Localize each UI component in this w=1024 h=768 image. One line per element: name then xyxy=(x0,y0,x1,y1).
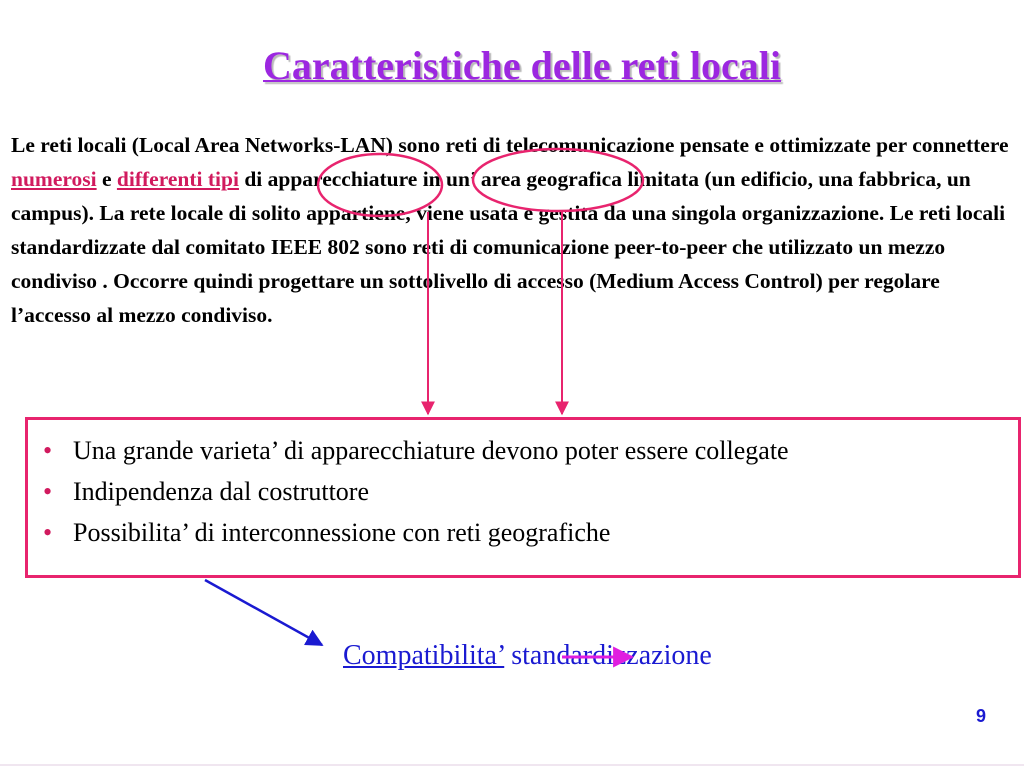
slide-title: Caratteristiche delle reti locali xyxy=(263,43,781,88)
bullet-icon: • xyxy=(43,518,53,547)
conclusion-line xyxy=(343,640,712,672)
bullet-icon: • xyxy=(43,477,53,506)
compatibilita-link[interactable]: Compatibilita’ xyxy=(343,640,505,671)
arrow-to-conclusion xyxy=(205,580,322,645)
bullet-icon: • xyxy=(43,436,53,465)
requirement-text: Indipendenza dal costruttore xyxy=(73,477,369,506)
highlight-differenti-tipi: differenti tipi xyxy=(116,167,239,191)
highlight-numerosi: numerosi xyxy=(11,167,97,191)
intro-text-part1: Le reti locali (Local Area Networks-LAN) sono reti di telecomunicazione pensate e ottimizzate per connettere xyxy=(11,133,1009,157)
conclusion-text: standardizzazione xyxy=(504,640,712,671)
intro-text-part2: e xyxy=(96,167,117,191)
requirement-text: Una grande varieta’ di apparecchiature devono poter essere collegate xyxy=(73,436,789,465)
page-number: 9 xyxy=(976,706,987,726)
footer-divider xyxy=(0,764,1024,766)
requirement-item xyxy=(43,471,1018,512)
requirement-item xyxy=(43,512,1018,553)
requirements-list xyxy=(28,420,1018,553)
requirement-text: Possibilita’ di interconnessione con reti geografiche xyxy=(73,518,611,547)
requirement-item xyxy=(43,430,1018,471)
intro-paragraph xyxy=(11,128,1016,332)
intro-text-part3: di apparecchiature in un’ area geografica limitata (un edificio, una fabbrica, un campus). La rete locale di solito appartiene, viene usata e gestita da una singola organizzazione. Le reti locali standardizzate dal comitato IEEE 802 sono reti di comunicazione peer-to-peer che utilizzato un mezzo condiviso . Occorre quindi progettare un sottolivello di accesso (Medium Access Control) per regolare l’accesso al mezzo condiviso. xyxy=(11,167,1006,327)
requirements-box xyxy=(25,417,1021,578)
